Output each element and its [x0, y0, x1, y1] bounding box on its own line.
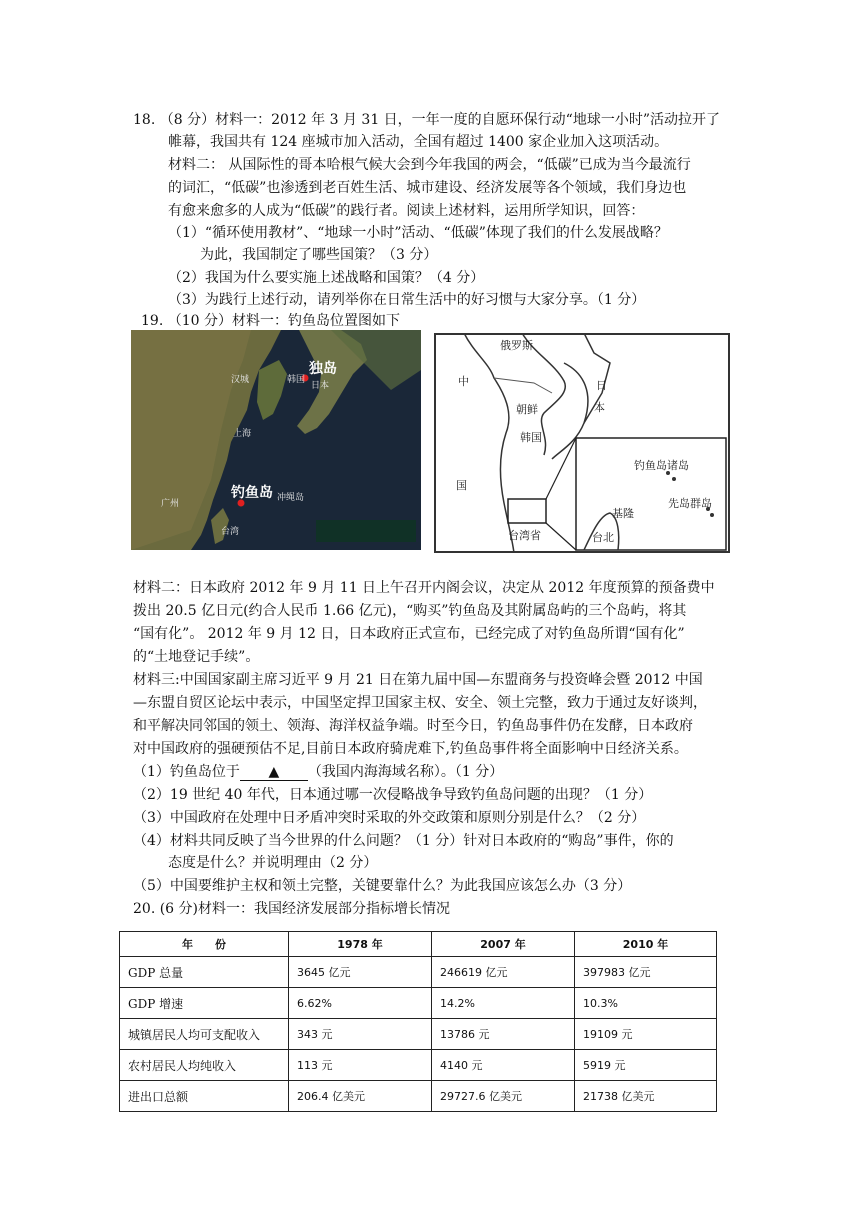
q19-sub4-cont: 态度是什么？并说明理由（2 分） [168, 855, 378, 871]
line-map [434, 333, 730, 553]
table-cell: 246619 亿元 [432, 957, 575, 988]
table-cell: GDP 增速 [120, 988, 289, 1019]
table-row [120, 1019, 717, 1050]
lm-label-china-1: 中 [458, 375, 469, 388]
table-header-cell: 2010 年 [575, 932, 717, 957]
q19-sub3: （3）中国政府在处理中日矛盾冲突时采取的外交政策和原则分别是什么？（2 分） [133, 810, 646, 826]
table-header-cell: 1978 年 [289, 932, 432, 957]
q18-line-5: 有愈来愈多的人成为“低碳”的践行者。阅读上述材料，运用所学知识，回答： [168, 203, 645, 219]
table-header-row [120, 932, 717, 957]
q19-sub5: （5）中国要维护主权和领土完整，关键要靠什么？为此我国应该怎么办（3 分） [133, 878, 632, 894]
table-cell: 343 元 [289, 1019, 432, 1050]
q19-sub2: （2）19 世纪 40 年代，日本通过哪一次侵略战争导致钓鱼岛问题的出现？（1 分） [133, 787, 653, 803]
lm-label-keelung: 基隆 [612, 507, 634, 520]
lm-label-diaoyu-islands: 钓鱼岛诸岛 [634, 459, 689, 472]
sat-label-taiwan: 台湾 [221, 527, 240, 537]
economic-indicators-table [119, 931, 717, 1112]
lm-label-dprk: 朝鲜 [516, 403, 538, 416]
lm-label-sendai: 先岛群岛 [668, 497, 712, 510]
q19-sub1-suffix: （我国内海海域名称）。（1 分） [307, 764, 504, 780]
line-map-graphic [434, 333, 730, 553]
sat-label-okinawa: 冲绳岛 [277, 493, 305, 503]
table-cell: 4140 元 [432, 1050, 575, 1081]
q18-line-1: 18. （8 分）材料一：2012 年 3 月 31 日，一年一度的自愿环保行动“地球一小时”活动拉开了 [133, 112, 720, 128]
lm-label-taipei: 台北 [592, 531, 614, 544]
sat-label-dokdo: 独岛 [309, 361, 337, 377]
table-row [120, 957, 717, 988]
table-cell: 3645 亿元 [289, 957, 432, 988]
sat-label-korea: 韩国 [287, 375, 306, 385]
table-cell: GDP 总量 [120, 957, 289, 988]
q19-m2-line-3: “国有化”。 2012 年 9 月 12 日，日本政府正式宣布，已经完成了对钓鱼岛所谓“国有化” [133, 626, 685, 642]
q18-sub3: （3）为践行上述行动，请列举你在日常生活中的好习惯与大家分享。（1 分） [168, 292, 646, 308]
sat-label-diaoyu: 钓鱼岛 [231, 485, 273, 501]
lm-label-china-2: 国 [456, 479, 467, 492]
table-row [120, 1050, 717, 1081]
q19-m2-line-2: 拨出 20.5 亿日元(约合人民币 1.66 亿元)，“购买”钓鱼岛及其附属岛屿的三个岛屿，将其 [133, 603, 687, 619]
lm-label-japan-b: 本 [594, 401, 605, 414]
q19-m2-line-4: 的“土地登记手续”。 [133, 649, 260, 665]
lm-label-japan-a: 日 [596, 379, 607, 392]
sat-label-japan: 日本 [311, 381, 330, 391]
q19-sub1 [133, 761, 503, 783]
table-cell: 19109 元 [575, 1019, 717, 1050]
table-cell: 14.2% [432, 988, 575, 1019]
table-cell: 10.3% [575, 988, 717, 1019]
table-cell: 113 元 [289, 1050, 432, 1081]
lm-label-rok: 韩国 [520, 431, 542, 444]
table-cell: 21738 亿美元 [575, 1081, 717, 1112]
q18-sub1: （1）“循环使用教材”、“地球一小时”活动、“低碳”体现了我们的什么发展战略？ [168, 225, 668, 241]
table-cell: 397983 亿元 [575, 957, 717, 988]
q19-m3-line-4: 对中国政府的强硬预估不足,目前日本政府骑虎难下,钓鱼岛事件将全面影响中日经济关系。 [133, 741, 688, 757]
table-row [120, 988, 717, 1019]
q19-m3-line-2: —东盟自贸区论坛中表示，中国坚定捍卫国家主权、安全、领土完整，致力于通过友好谈判， [133, 695, 707, 711]
q19-m2-line-1: 材料二：日本政府 2012 年 9 月 11 日上午召开内阁会议，决定从 2012 年度预算的预备费中 [133, 580, 715, 596]
satellite-map [131, 330, 421, 550]
table-header-cell: 2007 年 [432, 932, 575, 957]
q18-line-3: 材料二： 从国际性的哥本哈根气候大会到今年我国的两会，“低碳”已成为当今最流行 [168, 157, 691, 173]
q19-sub4: （4）材料共同反映了当今世界的什么问题？（1 分）针对日本政府的“购岛”事件，你的 [133, 833, 674, 849]
q20-line-1: 20. (6 分)材料一：我国经济发展部分指标增长情况 [133, 901, 450, 917]
table-cell: 进出口总额 [120, 1081, 289, 1112]
answer-blank[interactable]: ▲ [240, 764, 308, 781]
satellite-map-graphic [131, 330, 421, 550]
table-cell: 206.4 亿美元 [289, 1081, 432, 1112]
q19-m3-line-3: 和平解决同邻国的领土、领海、海洋权益争端。时至今日，钓鱼岛事件仍在发酵，日本政府 [133, 718, 693, 734]
table-cell: 城镇居民人均可支配收入 [120, 1019, 289, 1050]
q18-line-2: 帷幕，我国共有 124 座城市加入活动，全国有超过 1400 家企业加入这项活动。 [168, 134, 669, 150]
sat-label-hanseong: 汉城 [231, 375, 250, 385]
table-header-cell: 年 份 [120, 932, 289, 957]
table-cell: 农村居民人均纯收入 [120, 1050, 289, 1081]
lm-label-russia: 俄罗斯 [500, 339, 533, 352]
table-cell: 29727.6 亿美元 [432, 1081, 575, 1112]
table-cell: 13786 元 [432, 1019, 575, 1050]
q19-line-1: 19. （10 分）材料一：钓鱼岛位置图如下 [141, 313, 400, 329]
table-row [120, 1081, 717, 1112]
table-cell: 5919 元 [575, 1050, 717, 1081]
table-cell: 6.62% [289, 988, 432, 1019]
lm-label-taiwan-prov: 台湾省 [508, 529, 541, 542]
q19-sub1-prefix: （1）钓鱼岛位于 [133, 764, 240, 780]
q19-m3-line-1: 材料三:中国国家副主席习近平 9 月 21 日在第九届中国—东盟商务与投资峰会暨 2012 中国 [133, 672, 703, 688]
q18-line-4: 的词汇，“低碳”也渗透到老百姓生活、城市建设、经济发展等各个领域，我们身边也 [168, 180, 687, 196]
q18-sub2: （2）我国为什么要实施上述战略和国策？（4 分） [168, 270, 485, 286]
sat-label-shanghai: 上海 [233, 429, 252, 439]
sat-label-guangzhou: 广州 [161, 499, 180, 509]
q18-sub1-cont: 为此，我国制定了哪些国策？（3 分） [200, 247, 438, 263]
